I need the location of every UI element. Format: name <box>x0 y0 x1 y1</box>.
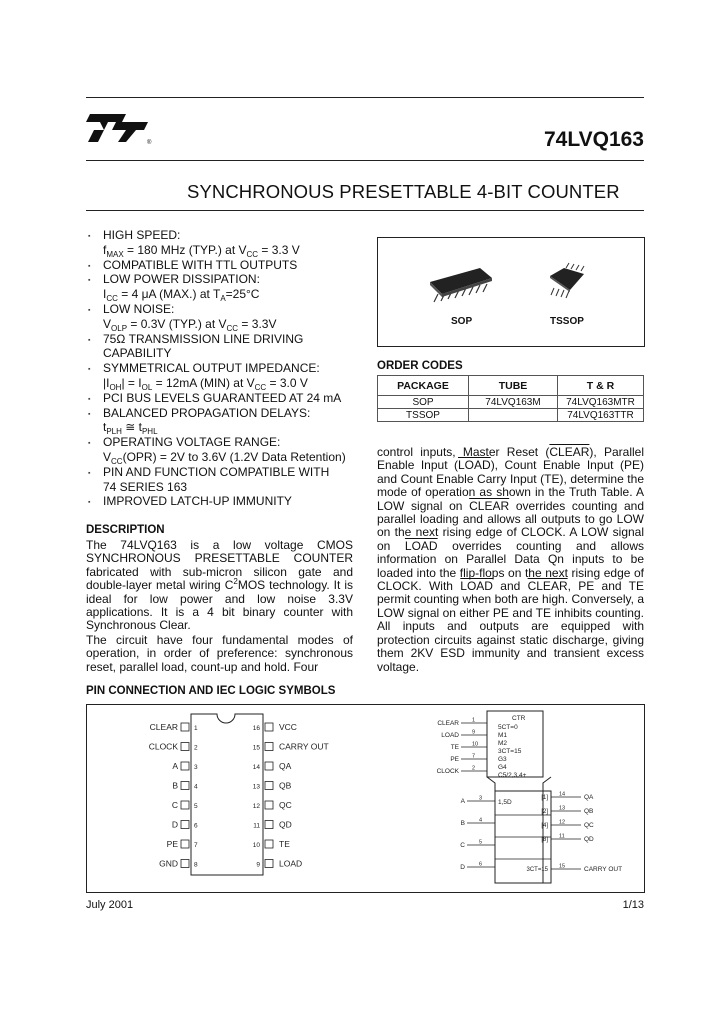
table-cell: 74LVQ163MTR <box>558 396 644 409</box>
pin-box <box>265 840 273 848</box>
pin-name: B <box>172 780 178 791</box>
pin-name: QB <box>279 780 292 791</box>
pin-box <box>265 723 273 731</box>
table-cell: 74LVQ163M <box>469 396 558 409</box>
pin-number: 12 <box>252 803 260 810</box>
iec-input-number: 1 <box>472 717 476 724</box>
iec-label: 5CT=0 <box>498 724 518 731</box>
tssop-label: TSSOP <box>550 316 584 327</box>
pin-name: TE <box>279 839 290 849</box>
iec-input-name: CLEAR <box>437 720 459 727</box>
pin-number: 14 <box>252 764 260 771</box>
pin-number: 11 <box>253 822 260 830</box>
iec-output-name: QA <box>584 794 594 801</box>
pin-box <box>265 860 273 868</box>
pin-box <box>181 762 189 770</box>
pin-number: 5 <box>194 803 198 810</box>
sop-label: SOP <box>451 316 473 327</box>
feature-list <box>86 228 371 509</box>
feature-item: ▪ COMPATIBLE WITH TTL OUTPUTS <box>86 258 371 273</box>
column-header: T & R <box>558 376 644 396</box>
title-rule <box>86 210 644 211</box>
feature-item: ▪ PCI BUS LEVELS GUARANTEED AT 24 mA <box>86 391 371 406</box>
iec-output-number: 15 <box>559 863 566 870</box>
pin-box <box>181 743 189 751</box>
iec-input-number: 10 <box>472 741 479 748</box>
pin-section-heading: PIN CONNECTION AND IEC LOGIC SYMBOLS <box>86 685 336 697</box>
pin-box <box>265 762 273 770</box>
pin-name: GND <box>159 858 178 869</box>
iec-input-number: 6 <box>479 861 483 868</box>
table-cell: SOP <box>378 396 469 409</box>
pin-name: CARRY OUT <box>279 741 329 752</box>
iec-input-name: LOAD <box>441 732 459 739</box>
iec-input-name: A <box>460 798 465 805</box>
pin-number: 3 <box>194 764 198 771</box>
description-paragraph-1: The 74LVQ163 is a low voltage CMOS SYNCHRONOUS PRESETTABLE COUNTER fabricated with sub-micron silicon gate and double-layer metal wiring $C^2MOS$ technology. It is ideal for low power and low noise 3.3V applications. It is a 4 bit binary counter with Synchronous Clear. <box>86 538 353 633</box>
pin-name: VCC <box>279 722 297 732</box>
iec-input-number: 3 <box>479 795 483 802</box>
feature-item: ▪ IMPROVED LATCH-UP IMMUNITY <box>86 494 371 509</box>
iec-output-name: QC <box>584 822 594 829</box>
header-top-rule <box>86 97 644 98</box>
feature-item: ▪ OPERATING VOLTAGE RANGE: $V_{CC}(OPR) = 2V$ to 3.6V (1.2V Data Retention) <box>86 435 371 465</box>
feature-item: ▪ BALANCED PROPAGATION DELAYS: $t_{PLH}$ ≅ $t_{PHL}$ <box>86 406 371 436</box>
pin-box <box>181 782 189 790</box>
order-codes-heading: ORDER CODES <box>377 360 463 372</box>
pin-number: 7 <box>194 842 198 849</box>
table-row <box>378 409 644 422</box>
pin-number: 8 <box>194 861 198 869</box>
iec-input-number: 7 <box>472 753 476 760</box>
pin-number: 15 <box>252 744 260 752</box>
pin-number: 16 <box>252 725 260 732</box>
iec-input-number: 5 <box>479 839 483 846</box>
iec-input-name: B <box>460 820 465 827</box>
pin-number: 6 <box>194 822 198 830</box>
iec-label: G3 <box>498 756 507 763</box>
pin-name: QC <box>279 800 292 810</box>
description-continued: control inputs, Master Reset (CLEAR), Parallel Enable Input (LOAD), Count Enable Input (PE) and Count Enable Carry Input (TE), determine the mode of operation as shown in the Truth Table. A LOW signal on CLEAR overrides counting and parallel loading and allows all outputs to go LOW on the next rising edge of CLOCK. A LOW signal on LOAD overrides counting and allows information on Parallel Data Qn inputs to be loaded into the flip-flops on the next rising edge of CLOCK. With LOAD and CLEAR, PE and TE permit counting when both are high. Conversely, a LOW signal on either PE and TE inhibits counting. All inputs and outputs are equipped with protection circuits against static discharge, giving them 2KV ESD immunity and transient excess voltage. <box>377 445 645 674</box>
iec-label: C5/2,3,4+ <box>498 772 527 779</box>
iec-input-name: PE <box>450 756 459 763</box>
st-logo <box>86 108 154 148</box>
pin-name: CLEAR <box>149 722 178 732</box>
order-codes-table <box>377 375 644 422</box>
pin-box <box>181 801 189 809</box>
pin-box <box>265 782 273 790</box>
iec-output-name: QB <box>584 808 594 815</box>
dip-package-outline <box>191 714 263 875</box>
table-row <box>378 396 644 409</box>
pin-box <box>181 860 189 868</box>
pin-number: 9 <box>256 861 260 869</box>
iec-output-tag: [2] <box>541 809 548 815</box>
pin-name: QD <box>279 819 292 830</box>
iec-input-name: C <box>460 842 465 849</box>
feature-item: ▪ HIGH SPEED: $f_{MAX} = 180$ MHz (TYP.) at $V_{CC} = 3.3$ V <box>86 228 371 258</box>
pin-box <box>265 743 273 751</box>
pin-number: 10 <box>252 842 260 849</box>
pin-box <box>181 723 189 731</box>
feature-item: ▪ LOW NOISE: $V_{OLP} = 0.3V$ (TYP.) at $V_{CC} = 3.3V$ <box>86 302 371 332</box>
pin-name: PE <box>166 839 178 849</box>
description-heading: DESCRIPTION <box>86 524 165 536</box>
table-cell: TSSOP <box>378 409 469 422</box>
pin-box <box>181 840 189 848</box>
pin-name: D <box>171 819 178 830</box>
iec-label: 1,5D <box>498 799 512 806</box>
package-figure <box>377 237 645 347</box>
iec-output-tag: [4] <box>541 823 548 829</box>
pin-diagram-frame <box>86 704 645 893</box>
pin-number: 4 <box>194 783 198 791</box>
iec-input-name: CLOCK <box>436 768 459 775</box>
feature-item: ▪ 75Ω TRANSMISSION LINE DRIVING CAPABILITY <box>86 332 371 362</box>
sop-package-image <box>426 262 496 306</box>
iec-output-name: QD <box>584 836 594 843</box>
iec-output-number: 12 <box>559 819 566 826</box>
pin-name: C <box>171 800 178 810</box>
table-cell <box>469 409 558 422</box>
feature-item: ▪ PIN AND FUNCTION COMPATIBLE WITH 74 SERIES 163 <box>86 465 371 495</box>
column-header: PACKAGE <box>378 376 469 396</box>
iec-label: M1 <box>498 732 508 739</box>
pin-box <box>265 821 273 829</box>
iec-output-tag: [1] <box>541 795 548 801</box>
feature-item: ▪ LOW POWER DISSIPATION: $I_{CC} = 4$ μA (MAX.) at $T_A=25^\circ C$ <box>86 272 371 302</box>
pin-box <box>181 821 189 829</box>
iec-label: 3CT=15 <box>498 748 522 755</box>
iec-output-number: 14 <box>559 791 566 798</box>
iec-input-name: TE <box>450 744 459 751</box>
iec-label: G4 <box>498 764 507 771</box>
footer-date: July 2001 <box>86 899 134 911</box>
iec-output-tag: 3CT=15 <box>526 867 548 873</box>
iec-output-number: 13 <box>559 805 566 812</box>
pin-number: 1 <box>194 725 198 732</box>
header-mid-rule <box>86 160 644 161</box>
iec-input-number: 4 <box>479 817 483 824</box>
iec-input-number: 9 <box>472 729 476 736</box>
footer-page-number: 1/13 <box>622 899 644 911</box>
iec-output-number: 11 <box>559 833 565 840</box>
table-cell: 74LVQ163TTR <box>558 409 644 422</box>
svg-text:®: ® <box>147 140 152 146</box>
pin-name: QA <box>279 761 292 771</box>
iec-label: M2 <box>498 740 508 747</box>
iec-output-name: CARRY OUT <box>584 866 623 873</box>
pin-name: CLOCK <box>148 741 178 752</box>
iec-input-name: D <box>460 864 465 871</box>
pin-name: A <box>172 761 178 771</box>
description-paragraph-2: The circuit have four fundamental modes of operation, in order of preference: synchronous reset, parallel load, count-up and hold. Four <box>86 633 353 674</box>
pin-number: 2 <box>194 744 198 752</box>
iec-input-number: 2 <box>472 765 476 772</box>
document-title: SYNCHRONOUS PRESETTABLE 4-BIT COUNTER <box>187 181 620 202</box>
column-header: TUBE <box>469 376 558 396</box>
iec-label: CTR <box>512 715 526 722</box>
pin-box <box>265 801 273 809</box>
part-number: 74LVQ163 <box>543 128 644 151</box>
pin-name: LOAD <box>279 858 303 869</box>
pin-number: 13 <box>252 783 260 791</box>
table-header-row <box>378 376 644 396</box>
feature-item: ▪ SYMMETRICAL OUTPUT IMPEDANCE: $|I_{OH}| = I_{OL} = 12mA$ (MIN) at $V_{CC} = 3.0$ V <box>86 361 371 391</box>
iec-output-tag: [8] <box>541 837 548 843</box>
tssop-package-image <box>544 262 590 302</box>
pin-connection-diagram <box>87 705 644 892</box>
